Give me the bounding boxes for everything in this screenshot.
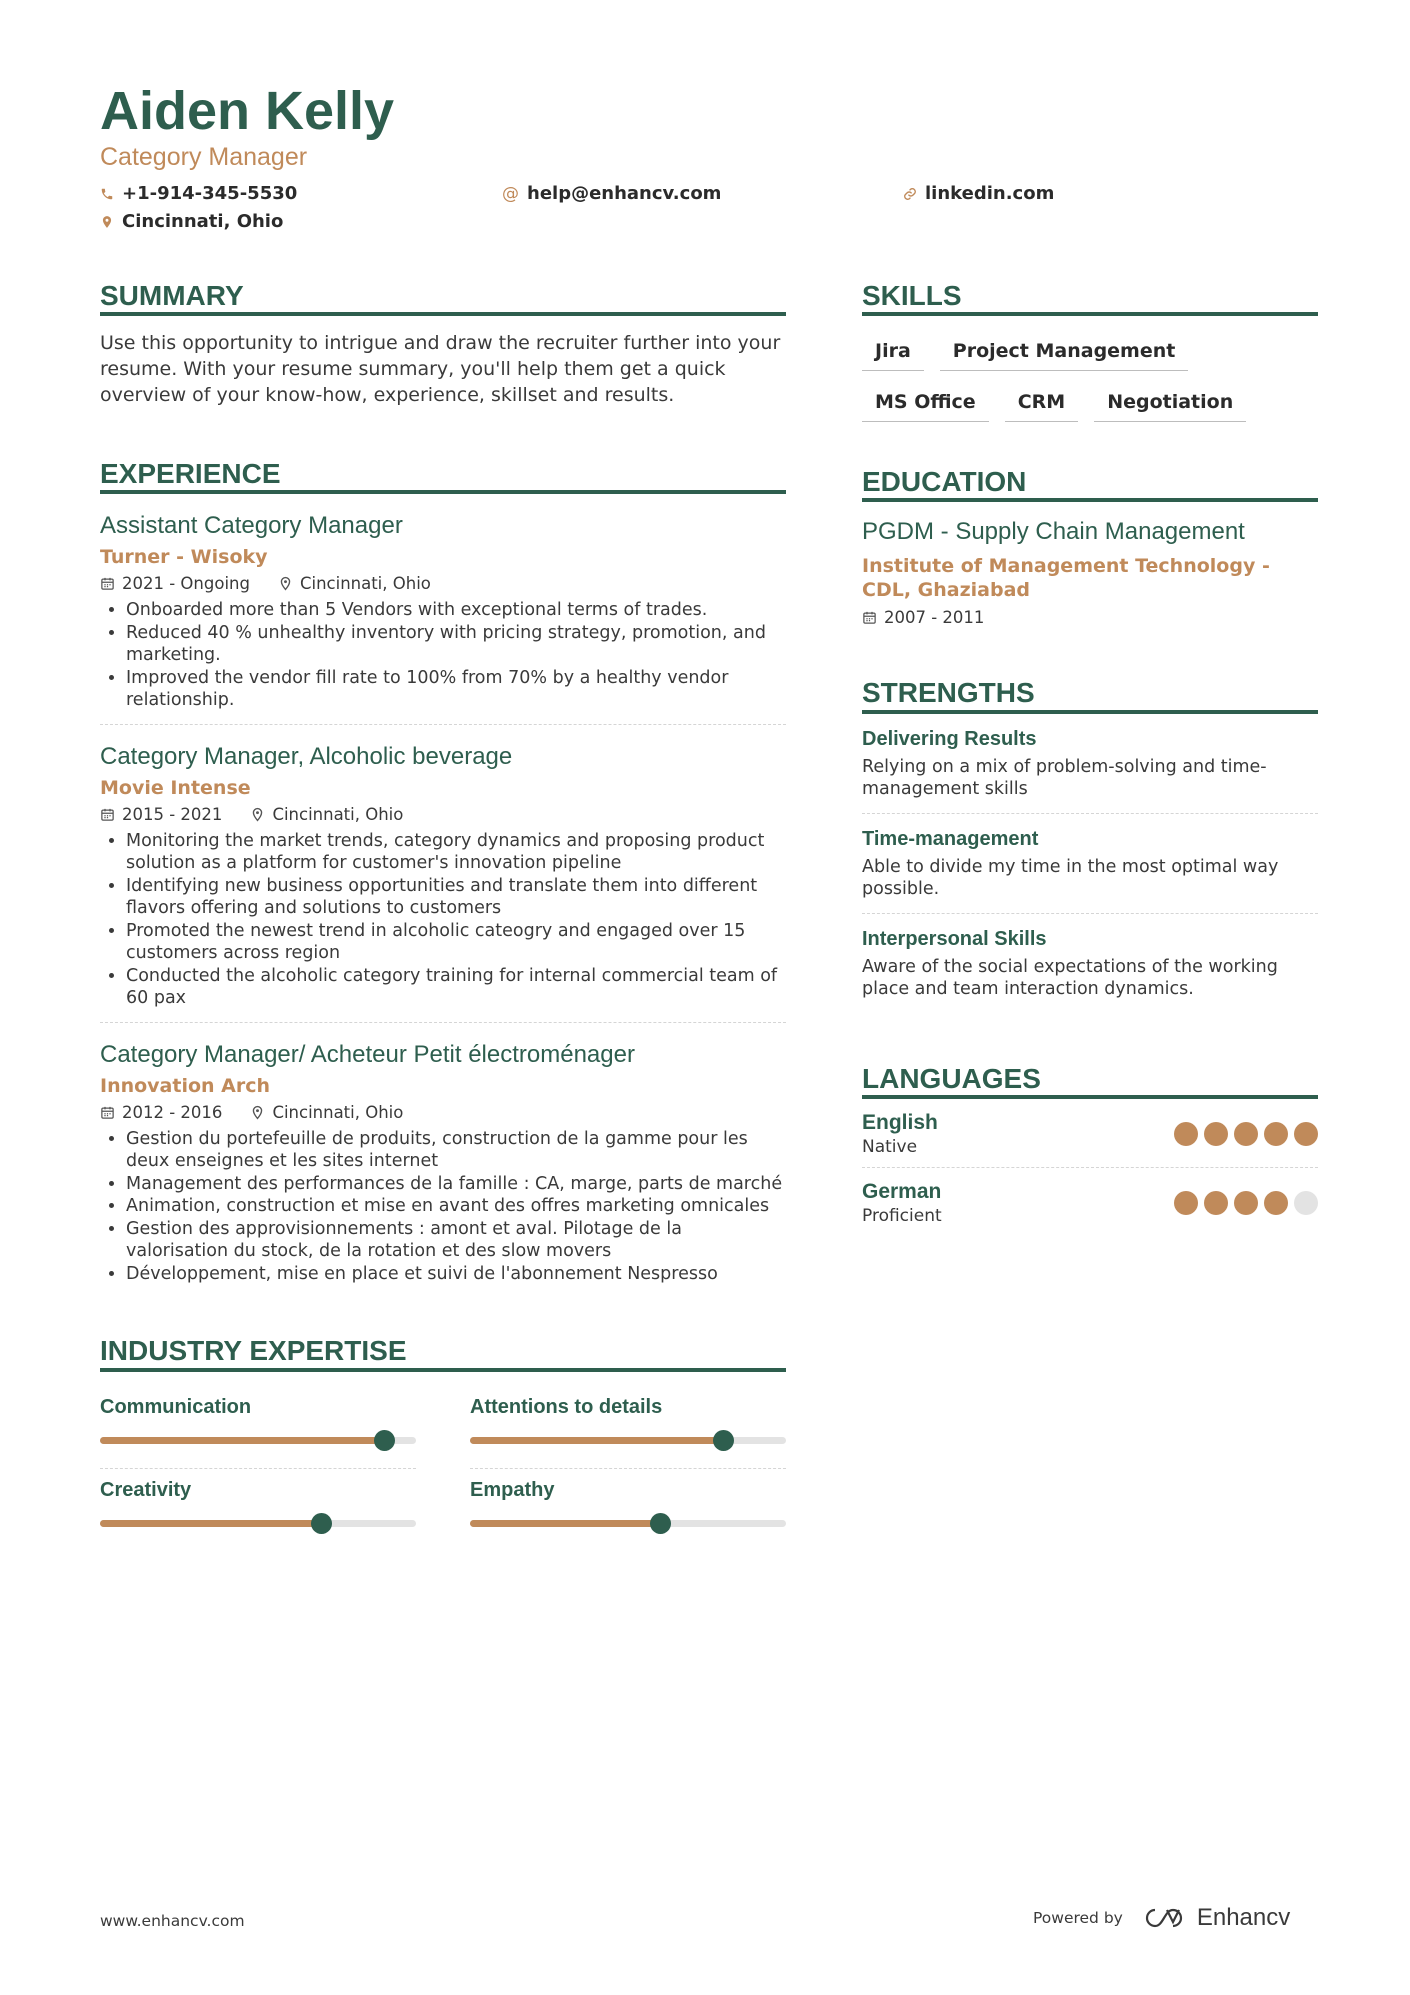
location-text: Cincinnati, Ohio: [122, 211, 284, 232]
expertise-bar-fill: [100, 1437, 384, 1444]
footer-url[interactable]: www.enhancv.com: [100, 1912, 245, 1930]
bullet-item: • Identifying new business opportunities and translate them into different flavors offering and solutions to customers: [126, 875, 786, 920]
location-pin-icon: [250, 807, 265, 822]
brand-logo[interactable]: [1141, 1904, 1290, 1932]
job-location: Cincinnati, Ohio: [272, 804, 404, 824]
expertise-name: Communication: [100, 1395, 252, 1418]
rating-dot: [1264, 1191, 1288, 1215]
contact-phone: [100, 183, 297, 204]
rating-dot: [1294, 1191, 1318, 1215]
expertise-bar-fill: [470, 1520, 660, 1527]
education-school: Institute of Management Technology - CDL, Ghaziabad: [862, 555, 1270, 602]
bullet-item: • Développement, mise en place et suivi de l'abonnement Nespresso: [126, 1263, 786, 1286]
job-bullets: [100, 830, 786, 1010]
strengths-section: [862, 677, 1318, 1012]
job-title: Assistant Category Manager: [100, 512, 403, 540]
expertise-bar: [100, 1437, 416, 1444]
rating-dot: [1204, 1191, 1228, 1215]
job-dates: 2015 - 2021: [122, 804, 223, 824]
expertise-name: Creativity: [100, 1478, 192, 1501]
education-section: [862, 466, 1318, 627]
language-rating: [1174, 1191, 1318, 1215]
skill-tag: CRM: [1005, 387, 1078, 422]
location-pin-icon: [278, 576, 293, 591]
job-company: Turner - Wisoky: [100, 546, 268, 569]
expertise-name: Attentions to details: [470, 1395, 663, 1418]
rating-dot: [1174, 1122, 1198, 1146]
rating-dot: [1204, 1122, 1228, 1146]
job-title: Category Manager, Alcoholic beverage: [100, 742, 513, 770]
languages-section: [862, 1063, 1318, 1236]
strength-title: Delivering Results: [862, 727, 1037, 750]
language-level: Proficient: [862, 1205, 942, 1226]
expertise-bar: [100, 1520, 416, 1527]
language-item: [862, 1168, 1318, 1236]
summary-text: Use this opportunity to intrigue and draw the recruiter further into your resume. With your resume summary, you'll help them get a quick overview of your know-how, experience, skillset and results.: [100, 332, 781, 407]
summary-title: SUMMARY: [100, 280, 786, 316]
expertise-bar: [470, 1437, 786, 1444]
language-level: Native: [862, 1136, 918, 1157]
brand-name: Enhancv: [1196, 1904, 1291, 1931]
candidate-name: Aiden Kelly: [100, 81, 395, 141]
job-company: Movie Intense: [100, 776, 251, 799]
rating-dot: [1234, 1122, 1258, 1146]
contact-link: [903, 183, 1054, 204]
calendar-icon: [100, 1105, 115, 1120]
rating-dot: [1174, 1191, 1198, 1215]
expertise-bar-knob: [650, 1513, 671, 1534]
expertise-bar-knob: [311, 1513, 332, 1534]
right-column: [862, 280, 1318, 1236]
experience-title: EXPERIENCE: [100, 458, 786, 494]
experience-entry: [100, 494, 786, 725]
language-name: English: [862, 1110, 938, 1134]
skills-list: [862, 336, 1318, 422]
language-item: [862, 1099, 1318, 1168]
industry-expertise-title: INDUSTRY EXPERTISE: [100, 1335, 786, 1371]
job-dates: 2021 - Ongoing: [122, 574, 250, 594]
strength-item: [862, 814, 1318, 914]
strength-item: [862, 914, 1318, 1013]
candidate-role: Category Manager: [100, 143, 308, 172]
expertise-bar: [470, 1520, 786, 1527]
job-meta: [100, 805, 786, 824]
phone-text[interactable]: +1-914-345-5530: [122, 183, 298, 204]
bullet-item: • Conducted the alcoholic category training for internal commercial team of 60 pax: [126, 965, 786, 1010]
bullet-item: • Management des performances de la famille : CA, marge, parts de marché: [126, 1173, 786, 1196]
education-meta: [862, 608, 1318, 627]
job-bullets: [100, 599, 786, 712]
strength-desc: Relying on a mix of problem-solving and time-management skills: [862, 756, 1267, 800]
expertise-bar-fill: [470, 1437, 723, 1444]
left-column: [100, 280, 786, 1551]
strength-title: Time-management: [862, 827, 1039, 850]
bullet-item: • Reduced 40 % unhealthy inventory with pricing strategy, promotion, and marketing.: [126, 622, 786, 667]
bullet-item: • Gestion du portefeuille de produits, construction de la gamme pour les deux enseignes et les sites internet: [126, 1128, 786, 1173]
expertise-bar-knob: [374, 1430, 395, 1451]
job-location: Cincinnati, Ohio: [299, 574, 431, 594]
skills-title: SKILLS: [862, 280, 1318, 316]
strengths-title: STRENGTHS: [862, 677, 1318, 713]
resume-header: [100, 82, 1320, 172]
experience-section: [100, 458, 786, 1297]
expertise-grid: [100, 1386, 786, 1551]
bullet-item: • Animation, construction et mise en avant des offres marketing omnicales: [126, 1195, 786, 1218]
powered-by-label: Powered by: [1033, 1909, 1123, 1927]
summary-section: [100, 280, 786, 408]
phone-icon: [100, 187, 114, 201]
link-icon: [903, 187, 917, 201]
contact-location: [100, 211, 283, 232]
experience-entry: [100, 725, 786, 1023]
contact-email: [502, 183, 721, 204]
education-degree: PGDM - Supply Chain Management: [862, 518, 1245, 546]
rating-dot: [1264, 1122, 1288, 1146]
calendar-icon: [100, 576, 115, 591]
location-pin-icon: [100, 215, 114, 229]
powered-by: [1033, 1904, 1290, 1932]
expertise-name: Empathy: [470, 1478, 555, 1501]
language-name: German: [862, 1179, 942, 1203]
expertise-bar-fill: [100, 1520, 321, 1527]
job-meta: [100, 574, 786, 593]
strength-desc: Able to divide my time in the most optimal way possible.: [862, 856, 1279, 900]
language-rating: [1174, 1122, 1318, 1146]
bullet-item: • Monitoring the market trends, category dynamics and proposing product solution as a platform for customer's innovation pipeline: [126, 830, 786, 875]
expertise-item: [100, 1386, 416, 1469]
education-dates: 2007 - 2011: [884, 608, 985, 628]
job-company: Innovation Arch: [100, 1074, 271, 1097]
enhancv-logo-icon: [1141, 1906, 1187, 1930]
bullet-item: • Improved the vendor fill rate to 100% from 70% by a healthy vendor relationship.: [126, 667, 786, 712]
at-icon: @: [502, 183, 519, 204]
job-meta: [100, 1103, 786, 1122]
skill-tag: MS Office: [862, 387, 989, 422]
strength-item: [862, 714, 1318, 814]
job-dates: 2012 - 2016: [122, 1102, 223, 1122]
job-location: Cincinnati, Ohio: [272, 1102, 404, 1122]
skill-tag: Jira: [862, 336, 924, 371]
rating-dot: [1294, 1122, 1318, 1146]
experience-entry: [100, 1023, 786, 1298]
location-pin-icon: [250, 1105, 265, 1120]
skill-tag: Project Management: [940, 336, 1189, 371]
rating-dot: [1234, 1191, 1258, 1215]
bullet-item: • Promoted the newest trend in alcoholic cateogry and engaged over 15 customers across region: [126, 920, 786, 965]
expertise-item: [100, 1469, 416, 1551]
expertise-bar-knob: [713, 1430, 734, 1451]
skills-section: [862, 280, 1318, 422]
calendar-icon: [862, 610, 877, 625]
job-bullets: [100, 1128, 786, 1286]
languages-title: LANGUAGES: [862, 1063, 1318, 1099]
expertise-item: [470, 1469, 786, 1551]
strength-desc: Aware of the social expectations of the working place and team interaction dynamics.: [862, 956, 1278, 1000]
strength-title: Interpersonal Skills: [862, 927, 1047, 950]
industry-expertise-section: [100, 1335, 786, 1550]
education-title: EDUCATION: [862, 466, 1318, 502]
calendar-icon: [100, 807, 115, 822]
bullet-item: • Gestion des approvisionnements : amont et aval. Pilotage de la valorisation du stock, de la rotation et des slow movers: [126, 1218, 786, 1263]
link-text[interactable]: linkedin.com: [925, 183, 1055, 204]
expertise-item: [470, 1386, 786, 1469]
bullet-item: • Onboarded more than 5 Vendors with exceptional terms of trades.: [126, 599, 786, 622]
job-title: Category Manager/ Acheteur Petit électroménager: [100, 1040, 635, 1068]
skill-tag: Negotiation: [1094, 387, 1246, 422]
email-text[interactable]: help@enhancv.com: [527, 183, 722, 204]
